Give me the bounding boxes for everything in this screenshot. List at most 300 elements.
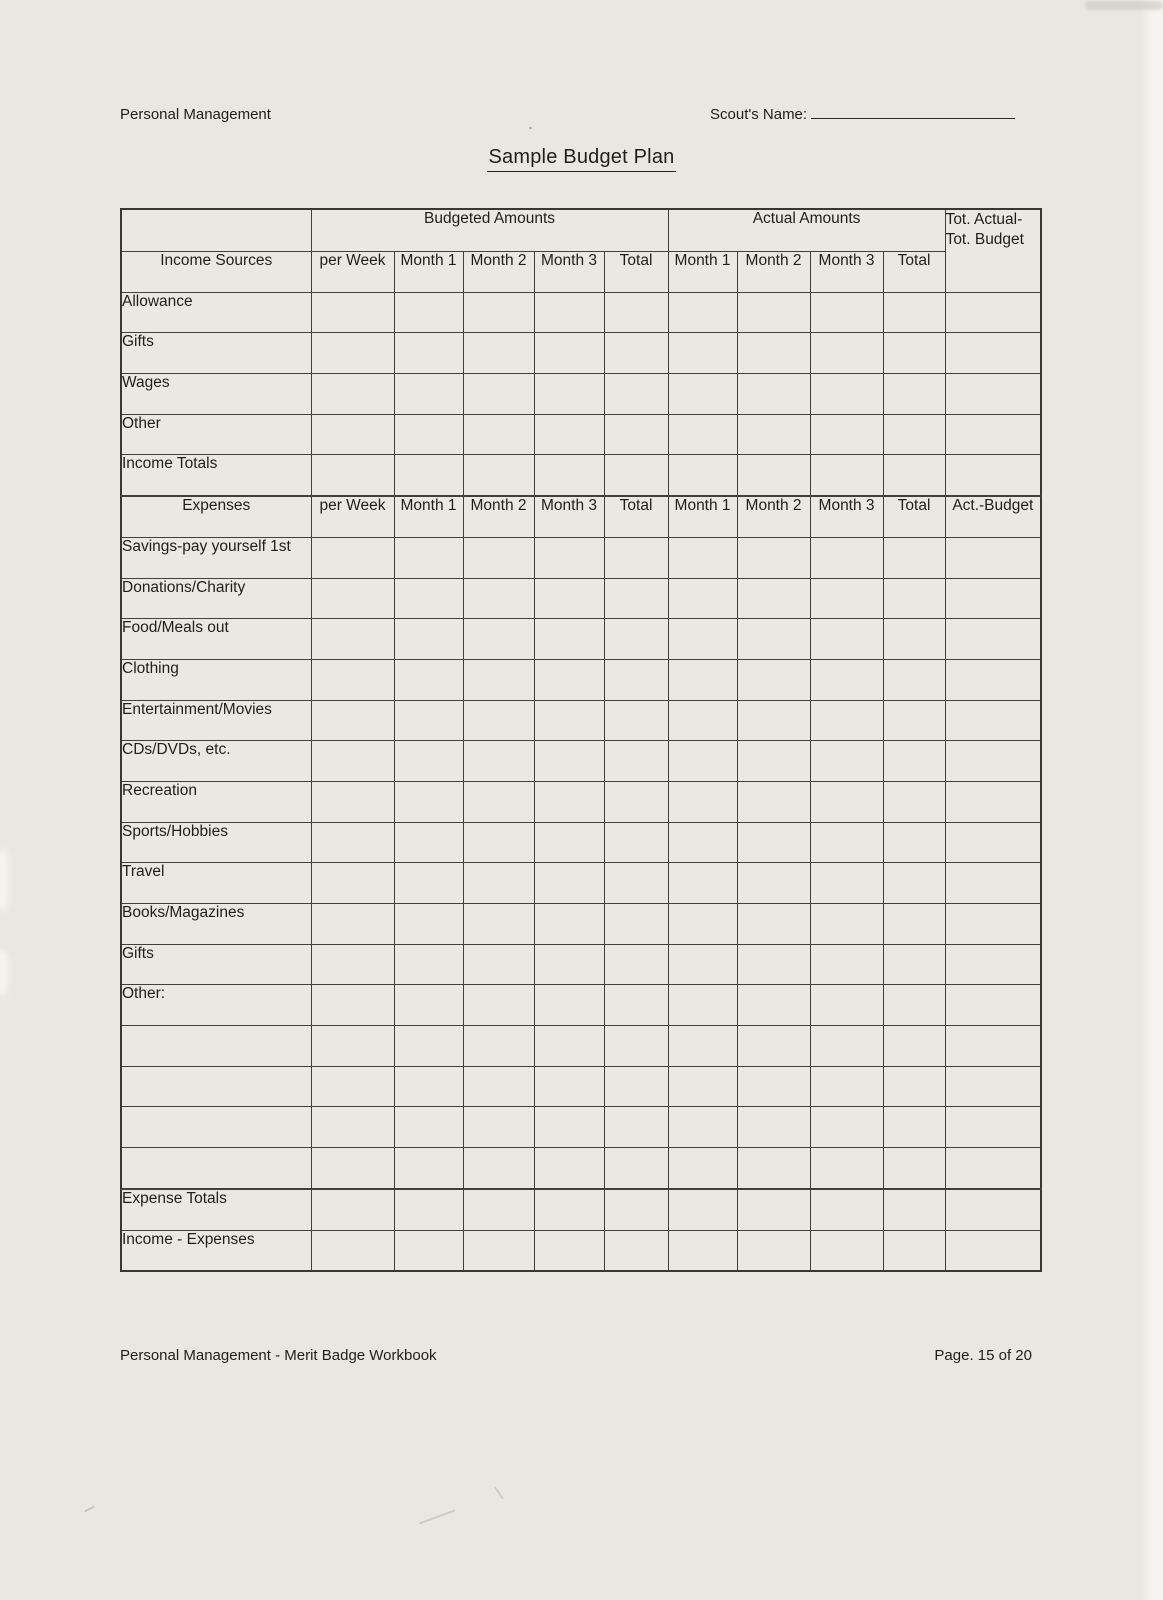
value-cell [311,414,394,455]
row-label: Income Totals [121,455,311,496]
pencil-mark [84,1506,95,1513]
value-cell [604,374,668,415]
value-cell [737,1026,810,1067]
value-cell [945,1107,1041,1148]
value-cell [311,578,394,619]
value-cell [737,700,810,741]
value-cell [810,1066,883,1107]
page-title-text: Sample Budget Plan [487,146,677,172]
value-cell [945,741,1041,782]
value-cell [668,455,737,496]
value-cell [668,659,737,700]
value-cell [463,333,534,374]
value-cell [737,781,810,822]
value-cell [534,414,604,455]
row-label: Allowance [121,292,311,333]
value-cell [463,904,534,945]
table-row [121,904,1041,945]
column-header: Month 1 [394,252,463,293]
value-cell [311,455,394,496]
table-row [121,455,1041,496]
value-cell [668,374,737,415]
row-label [121,1066,311,1107]
value-cell [394,1148,463,1189]
total-actual-minus-budget-header [945,209,1041,292]
total-diff-line: Tot. Actual- [945,211,1023,228]
value-cell [394,781,463,822]
value-cell [737,741,810,782]
value-cell [394,904,463,945]
row-label: Other: [121,985,311,1026]
value-cell [394,537,463,578]
value-cell [604,1230,668,1271]
value-cell [394,455,463,496]
value-cell [945,781,1041,822]
value-cell [883,741,945,782]
page-footer [120,1347,1032,1364]
value-cell [394,1026,463,1067]
value-cell [534,619,604,660]
row-label [121,1026,311,1067]
value-cell [394,822,463,863]
table-row [121,1189,1041,1230]
value-cell [463,700,534,741]
value-cell [737,578,810,619]
value-cell [534,822,604,863]
row-label: Sports/Hobbies [121,822,311,863]
value-cell [311,537,394,578]
column-header: Total [604,252,668,293]
value-cell [394,1066,463,1107]
table-row [121,985,1041,1026]
value-cell [668,292,737,333]
value-cell [737,1066,810,1107]
value-cell [737,1107,810,1148]
value-cell [604,741,668,782]
value-cell [810,333,883,374]
value-cell [534,1026,604,1067]
value-cell [311,1026,394,1067]
value-cell [311,741,394,782]
value-cell [668,700,737,741]
budgeted-amounts-header: Budgeted Amounts [311,209,668,252]
value-cell [604,659,668,700]
value-cell [668,578,737,619]
value-cell [534,904,604,945]
budget-table [120,208,1042,1272]
value-cell [883,863,945,904]
value-cell [737,863,810,904]
value-cell [534,455,604,496]
value-cell [463,414,534,455]
value-cell [668,863,737,904]
value-cell [883,1189,945,1230]
value-cell [463,619,534,660]
scout-name-field [710,106,1015,123]
value-cell [394,619,463,660]
value-cell [945,944,1041,985]
table-row [121,944,1041,985]
value-cell [883,414,945,455]
value-cell [883,781,945,822]
value-cell [604,781,668,822]
expense-column-header-row [121,496,1041,537]
value-cell [394,414,463,455]
value-cell [311,822,394,863]
scan-smudge [0,950,8,995]
column-header: Month 3 [534,252,604,293]
pencil-mark [494,1487,504,1500]
expenses-header: Expenses [121,496,311,537]
value-cell [311,700,394,741]
value-cell [737,1148,810,1189]
value-cell [883,374,945,415]
value-cell [883,822,945,863]
value-cell [394,1230,463,1271]
value-cell [311,333,394,374]
value-cell [394,292,463,333]
value-cell [945,1026,1041,1067]
row-label: Other [121,414,311,455]
row-label: Recreation [121,781,311,822]
value-cell [463,863,534,904]
value-cell [394,700,463,741]
value-cell [883,904,945,945]
value-cell [737,414,810,455]
value-cell [534,537,604,578]
value-cell [463,659,534,700]
value-cell [394,944,463,985]
table-row [121,659,1041,700]
value-cell [945,333,1041,374]
row-label: Books/Magazines [121,904,311,945]
value-cell [945,537,1041,578]
value-cell [810,700,883,741]
row-label [121,1148,311,1189]
column-header: per Week [311,252,394,293]
table-row [121,741,1041,782]
value-cell [810,1189,883,1230]
value-cell [945,414,1041,455]
value-cell [311,781,394,822]
value-cell [394,985,463,1026]
value-cell [883,944,945,985]
value-cell [534,781,604,822]
value-cell [463,781,534,822]
value-cell [604,944,668,985]
income-sources-header: Income Sources [121,252,311,293]
value-cell [945,822,1041,863]
value-cell [604,578,668,619]
table-row [121,374,1041,415]
value-cell [810,904,883,945]
value-cell [737,944,810,985]
scan-smudge [0,850,8,910]
value-cell [810,1107,883,1148]
value-cell [810,578,883,619]
value-cell [604,1066,668,1107]
value-cell [463,741,534,782]
value-cell [668,944,737,985]
value-cell [945,1148,1041,1189]
column-header: Month 2 [463,496,534,537]
value-cell [394,659,463,700]
value-cell [810,944,883,985]
table-row [121,292,1041,333]
row-label: Wages [121,374,311,415]
value-cell [311,619,394,660]
scan-edge-strip [1139,0,1163,1600]
value-cell [534,944,604,985]
value-cell [945,985,1041,1026]
value-cell [604,1026,668,1067]
value-cell [311,904,394,945]
value-cell [883,659,945,700]
value-cell [394,1189,463,1230]
table-row [121,414,1041,455]
footer-page-number: Page. 15 of 20 [934,1347,1032,1364]
value-cell [883,1107,945,1148]
table-row [121,619,1041,660]
value-cell [311,863,394,904]
value-cell [534,985,604,1026]
column-header: Month 3 [534,496,604,537]
table-row [121,537,1041,578]
value-cell [463,822,534,863]
row-label: Travel [121,863,311,904]
value-cell [883,1148,945,1189]
table-row [121,1066,1041,1107]
table-row [121,863,1041,904]
value-cell [311,374,394,415]
value-cell [810,985,883,1026]
value-cell [534,700,604,741]
value-cell [534,659,604,700]
value-cell [534,333,604,374]
column-header: Month 1 [668,496,737,537]
value-cell [534,1230,604,1271]
row-label: CDs/DVDs, etc. [121,741,311,782]
row-label: Clothing [121,659,311,700]
value-cell [668,985,737,1026]
income-column-header-row [121,252,1041,293]
value-cell [604,414,668,455]
value-cell [810,822,883,863]
value-cell [883,1230,945,1271]
table-row [121,333,1041,374]
table-row [121,578,1041,619]
value-cell [534,578,604,619]
column-header: Total [883,252,945,293]
value-cell [604,1148,668,1189]
table-row [121,1148,1041,1189]
value-cell [668,1107,737,1148]
value-cell [668,1189,737,1230]
value-cell [883,985,945,1026]
value-cell [737,455,810,496]
value-cell [945,1230,1041,1271]
value-cell [883,578,945,619]
value-cell [668,741,737,782]
column-header: Month 1 [668,252,737,293]
value-cell [463,455,534,496]
scout-name-label: Scout's Name: [710,106,808,123]
column-header: Month 1 [394,496,463,537]
value-cell [604,333,668,374]
value-cell [534,1148,604,1189]
row-label: Income - Expenses [121,1230,311,1271]
value-cell [737,333,810,374]
value-cell [534,1107,604,1148]
scan-speck [529,127,532,129]
value-cell [311,1189,394,1230]
document-header-left: Personal Management [120,106,271,123]
value-cell [604,863,668,904]
value-cell [604,619,668,660]
value-cell [394,578,463,619]
value-cell [945,863,1041,904]
value-cell [810,455,883,496]
value-cell [737,537,810,578]
value-cell [604,904,668,945]
value-cell [883,619,945,660]
value-cell [810,374,883,415]
value-cell [737,985,810,1026]
value-cell [945,659,1041,700]
value-cell [604,822,668,863]
total-diff-line: Tot. Budget [945,231,1024,248]
value-cell [534,292,604,333]
page-title [0,146,1163,172]
value-cell [737,1189,810,1230]
value-cell [311,1230,394,1271]
value-cell [534,1066,604,1107]
table-row [121,1026,1041,1067]
value-cell [668,333,737,374]
column-header: Month 2 [463,252,534,293]
value-cell [668,781,737,822]
value-cell [394,1107,463,1148]
value-cell [463,1230,534,1271]
value-cell [463,292,534,333]
value-cell [534,374,604,415]
column-header: Month 3 [810,496,883,537]
value-cell [883,333,945,374]
value-cell [668,1026,737,1067]
value-cell [668,1230,737,1271]
value-cell [463,1148,534,1189]
value-cell [463,537,534,578]
value-cell [737,374,810,415]
value-cell [604,537,668,578]
column-header: Total [604,496,668,537]
value-cell [883,1066,945,1107]
table-row [121,700,1041,741]
value-cell [394,863,463,904]
row-label: Food/Meals out [121,619,311,660]
value-cell [945,455,1041,496]
value-cell [810,1230,883,1271]
value-cell [737,659,810,700]
table-row [121,781,1041,822]
value-cell [810,1026,883,1067]
value-cell [668,619,737,660]
value-cell [883,537,945,578]
value-cell [945,619,1041,660]
value-cell [810,537,883,578]
value-cell [668,822,737,863]
value-cell [463,1066,534,1107]
value-cell [945,700,1041,741]
value-cell [311,292,394,333]
value-cell [883,700,945,741]
row-label: Entertainment/Movies [121,700,311,741]
value-cell [394,374,463,415]
value-cell [534,741,604,782]
column-header: Total [883,496,945,537]
value-cell [737,292,810,333]
value-cell [810,292,883,333]
value-cell [737,1230,810,1271]
value-cell [604,1189,668,1230]
value-cell [737,619,810,660]
value-cell [463,1189,534,1230]
value-cell [945,904,1041,945]
value-cell [945,1189,1041,1230]
scan-smudge [1085,1,1163,10]
value-cell [394,741,463,782]
value-cell [668,1066,737,1107]
value-cell [810,781,883,822]
value-cell [945,374,1041,415]
value-cell [311,659,394,700]
row-label: Savings-pay yourself 1st [121,537,311,578]
column-header: Month 2 [737,252,810,293]
value-cell [668,537,737,578]
value-cell [463,374,534,415]
footer-workbook-title: Personal Management - Merit Badge Workbook [120,1347,437,1364]
column-header: Month 3 [810,252,883,293]
value-cell [737,822,810,863]
row-label: Expense Totals [121,1189,311,1230]
scout-name-blank [811,117,1015,119]
table-row [121,822,1041,863]
value-cell [604,700,668,741]
value-cell [810,659,883,700]
value-cell [945,292,1041,333]
value-cell [311,1107,394,1148]
value-cell [668,1148,737,1189]
value-cell [463,944,534,985]
value-cell [883,292,945,333]
value-cell [668,414,737,455]
table-row [121,1107,1041,1148]
value-cell [311,1066,394,1107]
value-cell [883,1026,945,1067]
value-cell [945,578,1041,619]
column-header: per Week [311,496,394,537]
value-cell [463,578,534,619]
value-cell [311,1148,394,1189]
column-header: Month 2 [737,496,810,537]
value-cell [534,863,604,904]
value-cell [810,414,883,455]
value-cell [883,455,945,496]
value-cell [810,619,883,660]
value-cell [463,1026,534,1067]
value-cell [810,1148,883,1189]
row-label [121,1107,311,1148]
